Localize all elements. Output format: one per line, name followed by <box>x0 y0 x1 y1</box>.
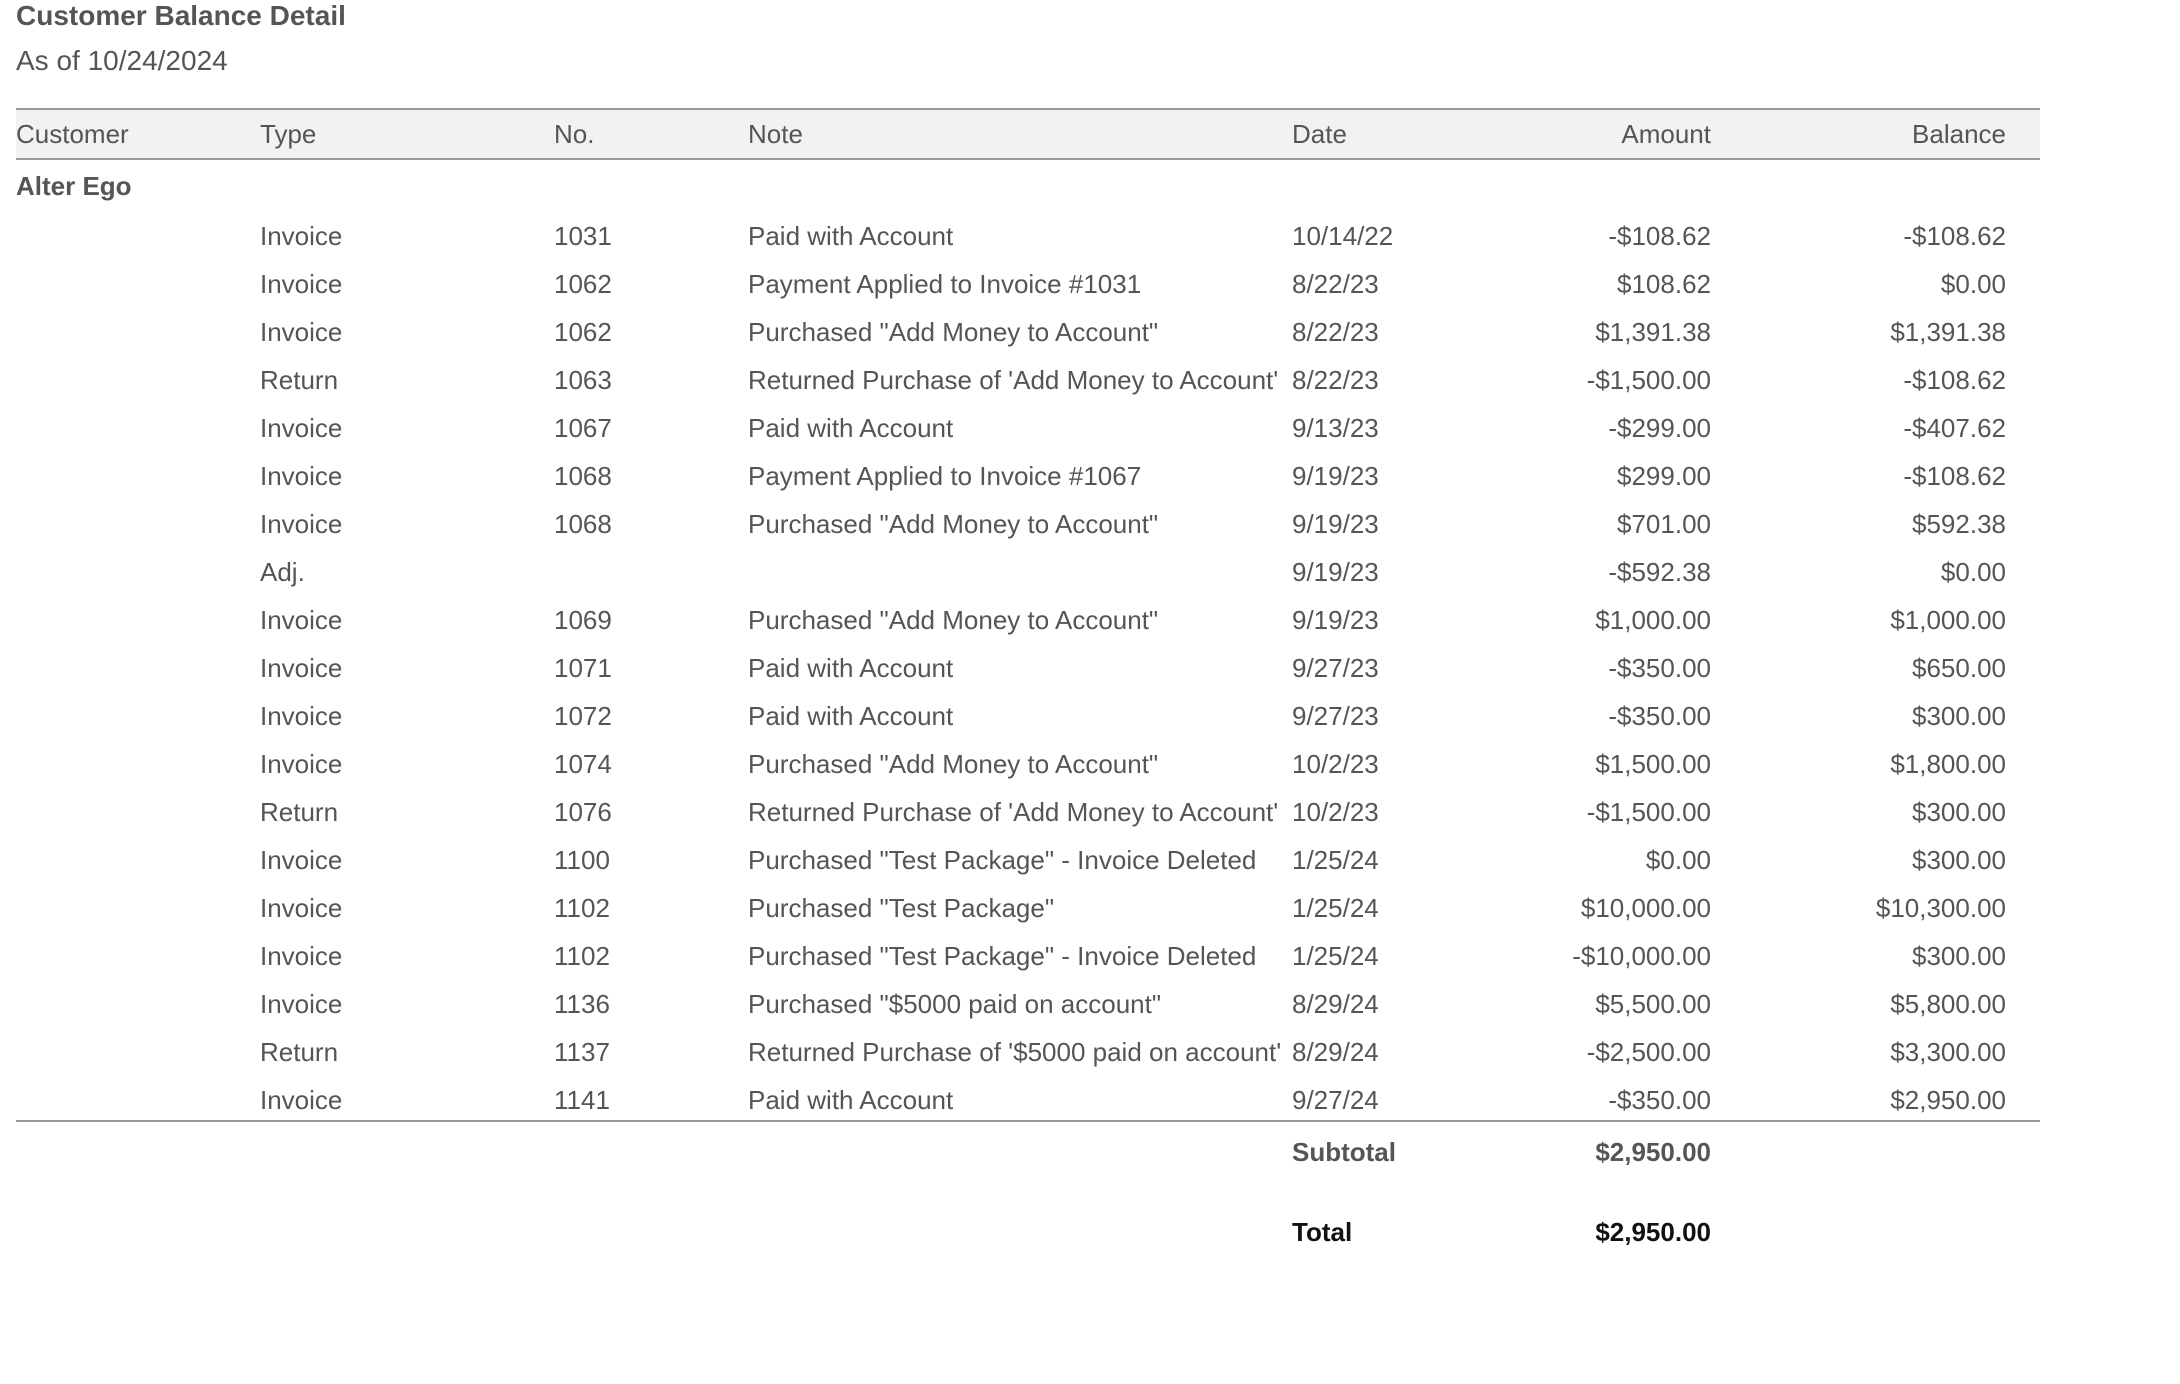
cell-note: Returned Purchase of '$5000 paid on account' <box>748 1037 1282 1067</box>
cell-no <box>554 544 748 592</box>
cell-type: Invoice <box>260 845 343 875</box>
cell-type: Return <box>260 797 339 827</box>
cell-customer <box>16 1072 260 1121</box>
cell-amount: -$299.00 <box>1608 413 1711 443</box>
cell-balance: -$108.62 <box>1903 365 2006 395</box>
cell-amount: -$1,500.00 <box>1586 365 1711 395</box>
cell-note: Purchased "Test Package" - Invoice Deleted <box>748 845 1257 875</box>
column-header-balance: Balance <box>1711 109 2006 159</box>
table-row <box>16 496 2040 544</box>
cell-balance: $3,300.00 <box>1890 1037 2006 1067</box>
cell-customer <box>16 928 260 976</box>
cell-balance: $592.38 <box>1912 509 2006 539</box>
cell-type: Invoice <box>260 221 343 251</box>
cell-type: Invoice <box>260 509 343 539</box>
cell-no: 1102 <box>554 941 610 971</box>
cell-note: Paid with Account <box>748 1072 1292 1121</box>
cell-balance: $0.00 <box>1940 269 2006 299</box>
cell-note: Purchased "Test Package" <box>748 893 1055 923</box>
cell-note: Paid with Account <box>748 701 954 731</box>
cell-customer <box>16 736 260 784</box>
cell-no: 1068 <box>554 509 612 539</box>
cell-note: Purchased "Add Money to Account" <box>748 509 1159 539</box>
cell-date: 10/14/22 <box>1292 221 1394 251</box>
cell-customer <box>16 496 260 544</box>
cell-customer <box>16 448 260 496</box>
cell-date: 1/25/24 <box>1292 845 1379 875</box>
cell-customer <box>16 256 260 304</box>
cell-amount: $10,000.00 <box>1580 893 1711 923</box>
cell-balance: $300.00 <box>1912 941 2006 971</box>
cell-amount: $1,500.00 <box>1595 749 1711 779</box>
cell-type: Invoice <box>260 605 343 635</box>
cell-spacer <box>2006 928 2040 976</box>
cell-spacer <box>2006 688 2040 736</box>
table-row <box>16 880 2040 928</box>
cell-customer <box>16 544 260 592</box>
cell-type: Return <box>260 1037 339 1067</box>
table-row <box>16 400 2040 448</box>
cell-balance: $1,000.00 <box>1890 605 2006 635</box>
cell-note: Purchased "Add Money to Account" <box>748 605 1159 635</box>
column-header-amount: Amount <box>1536 109 1711 159</box>
cell-date: 8/29/24 <box>1292 1037 1379 1067</box>
cell-customer <box>16 304 260 352</box>
cell-note: Purchased "$5000 paid on account" <box>748 989 1162 1019</box>
cell-spacer <box>2006 496 2040 544</box>
table-row <box>16 352 2040 400</box>
column-header-customer: Customer <box>16 109 260 159</box>
cell-spacer <box>2006 400 2040 448</box>
customer-name: Alter Ego <box>16 171 132 201</box>
cell-customer <box>16 688 260 736</box>
cell-date: 9/27/24 <box>1292 1072 1536 1121</box>
cell-date: 1/25/24 <box>1292 893 1379 923</box>
cell-note: Returned Purchase of 'Add Money to Account' <box>748 797 1279 827</box>
cell-spacer <box>2006 880 2040 928</box>
cell-no: 1069 <box>554 605 612 635</box>
cell-spacer <box>2006 256 2040 304</box>
cell-spacer <box>2006 832 2040 880</box>
cell-balance: $5,800.00 <box>1890 989 2006 1019</box>
cell-balance: $1,800.00 <box>1890 749 2006 779</box>
balance-table <box>16 108 2040 1252</box>
cell-no: 1063 <box>554 365 612 395</box>
cell-spacer <box>2006 784 2040 832</box>
total-amount: $2,950.00 <box>1595 1217 1711 1247</box>
cell-date: 8/22/23 <box>1292 365 1379 395</box>
cell-customer <box>16 400 260 448</box>
cell-type: Invoice <box>260 749 343 779</box>
cell-type: Invoice <box>260 1072 554 1121</box>
cell-spacer <box>2006 208 2040 256</box>
cell-amount: $108.62 <box>1617 269 1711 299</box>
total-row <box>16 1196 2040 1252</box>
cell-no: 1100 <box>554 845 610 875</box>
cell-amount: $701.00 <box>1617 509 1711 539</box>
cell-customer <box>16 208 260 256</box>
cell-amount: -$350.00 <box>1536 1072 1711 1121</box>
cell-customer <box>16 640 260 688</box>
cell-customer <box>16 832 260 880</box>
cell-type: Return <box>260 365 339 395</box>
cell-balance: -$407.62 <box>1903 413 2006 443</box>
cell-type: Invoice <box>260 269 343 299</box>
table-row <box>16 928 2040 976</box>
cell-balance: $2,950.00 <box>1711 1072 2006 1121</box>
table-row <box>16 208 2040 256</box>
cell-date: 8/22/23 <box>1292 269 1379 299</box>
cell-balance: $1,391.38 <box>1890 317 2006 347</box>
report-date: As of 10/24/2024 <box>16 45 228 76</box>
table-row <box>16 688 2040 736</box>
cell-amount: -$2,500.00 <box>1586 1037 1711 1067</box>
cell-no: 1072 <box>554 701 612 731</box>
cell-no: 1062 <box>554 317 612 347</box>
cell-spacer <box>2006 736 2040 784</box>
cell-balance: $10,300.00 <box>1875 893 2006 923</box>
cell-no: 1031 <box>554 221 612 251</box>
column-header-no: No. <box>554 109 748 159</box>
cell-date: 9/13/23 <box>1292 413 1379 443</box>
cell-amount: $299.00 <box>1617 461 1711 491</box>
cell-amount: -$108.62 <box>1608 221 1711 251</box>
cell-balance: $650.00 <box>1912 653 2006 683</box>
table-row <box>16 448 2040 496</box>
cell-type: Invoice <box>260 461 343 491</box>
cell-spacer <box>2006 976 2040 1024</box>
cell-spacer <box>2006 304 2040 352</box>
cell-amount: -$350.00 <box>1608 653 1711 683</box>
cell-type: Invoice <box>260 941 343 971</box>
cell-date: 8/29/24 <box>1292 989 1379 1019</box>
cell-spacer <box>2006 352 2040 400</box>
cell-type: Adj. <box>260 557 305 587</box>
table-header-row <box>16 109 2040 159</box>
cell-date: 9/19/23 <box>1292 461 1379 491</box>
cell-customer <box>16 592 260 640</box>
cell-customer <box>16 784 260 832</box>
cell-date: 1/25/24 <box>1292 941 1379 971</box>
column-header-spacer <box>2006 109 2040 159</box>
table-row <box>16 736 2040 784</box>
cell-balance: -$108.62 <box>1903 221 2006 251</box>
cell-date: 8/22/23 <box>1292 317 1379 347</box>
cell-customer <box>16 1024 260 1072</box>
subtotal-label: Subtotal <box>1292 1137 1396 1167</box>
cell-no: 1076 <box>554 797 612 827</box>
cell-no: 1137 <box>554 1037 610 1067</box>
cell-date: 9/19/23 <box>1292 509 1379 539</box>
cell-type: Invoice <box>260 701 343 731</box>
cell-no: 1062 <box>554 269 612 299</box>
cell-spacer <box>2006 1024 2040 1072</box>
cell-spacer <box>2006 1072 2040 1121</box>
cell-date: 9/27/23 <box>1292 653 1379 683</box>
cell-amount: $5,500.00 <box>1595 989 1711 1019</box>
column-header-note: Note <box>748 109 1292 159</box>
table-row <box>16 1072 2040 1121</box>
table-row <box>16 784 2040 832</box>
cell-no: 1071 <box>554 653 612 683</box>
cell-spacer <box>2006 640 2040 688</box>
column-header-date: Date <box>1292 109 1536 159</box>
cell-note: Payment Applied to Invoice #1031 <box>748 269 1142 299</box>
cell-type: Invoice <box>260 413 343 443</box>
customer-group-row <box>16 159 2040 208</box>
cell-spacer <box>2006 592 2040 640</box>
cell-no: 1102 <box>554 893 610 923</box>
cell-note: Purchased "Add Money to Account" <box>748 317 1159 347</box>
report-title: Customer Balance Detail <box>16 0 346 31</box>
cell-type: Invoice <box>260 893 343 923</box>
cell-amount: $1,000.00 <box>1595 605 1711 635</box>
cell-customer <box>16 352 260 400</box>
cell-amount: -$1,500.00 <box>1586 797 1711 827</box>
table-row <box>16 976 2040 1024</box>
cell-note <box>748 544 1292 592</box>
cell-amount: $1,391.38 <box>1595 317 1711 347</box>
cell-note: Payment Applied to Invoice #1067 <box>748 461 1142 491</box>
cell-note: Returned Purchase of 'Add Money to Account' <box>748 365 1279 395</box>
cell-note: Paid with Account <box>748 221 954 251</box>
subtotal-row <box>16 1121 2040 1196</box>
cell-date: 10/2/23 <box>1292 749 1379 779</box>
cell-no: 1068 <box>554 461 612 491</box>
table-row <box>16 304 2040 352</box>
cell-date: 9/19/23 <box>1292 605 1379 635</box>
table-row <box>16 544 2040 592</box>
column-header-type: Type <box>260 109 554 159</box>
cell-no: 1136 <box>554 989 610 1019</box>
table-row <box>16 1024 2040 1072</box>
cell-note: Purchased "Add Money to Account" <box>748 749 1159 779</box>
table-row <box>16 592 2040 640</box>
cell-no: 1067 <box>554 413 612 443</box>
cell-note: Paid with Account <box>748 653 954 683</box>
cell-type: Invoice <box>260 989 343 1019</box>
cell-date: 9/27/23 <box>1292 701 1379 731</box>
cell-date: 9/19/23 <box>1292 557 1379 587</box>
cell-balance: $300.00 <box>1912 797 2006 827</box>
cell-spacer <box>2006 448 2040 496</box>
cell-note: Paid with Account <box>748 413 954 443</box>
table-row <box>16 640 2040 688</box>
cell-spacer <box>2006 544 2040 592</box>
cell-note: Purchased "Test Package" - Invoice Deleted <box>748 941 1257 971</box>
table-row <box>16 256 2040 304</box>
total-label: Total <box>1292 1217 1353 1247</box>
cell-balance: -$108.62 <box>1903 461 2006 491</box>
cell-no: 1074 <box>554 749 612 779</box>
cell-customer <box>16 880 260 928</box>
cell-type: Invoice <box>260 317 343 347</box>
cell-amount: -$10,000.00 <box>1572 941 1711 971</box>
cell-amount: $0.00 <box>1645 845 1711 875</box>
cell-balance: $300.00 <box>1912 845 2006 875</box>
cell-no: 1141 <box>554 1072 748 1121</box>
cell-balance: $0.00 <box>1940 557 2006 587</box>
cell-amount: -$350.00 <box>1608 701 1711 731</box>
cell-balance: $300.00 <box>1912 701 2006 731</box>
cell-date: 10/2/23 <box>1292 797 1379 827</box>
cell-amount: -$592.38 <box>1608 557 1711 587</box>
table-row <box>16 832 2040 880</box>
cell-customer <box>16 976 260 1024</box>
cell-type: Invoice <box>260 653 343 683</box>
subtotal-amount: $2,950.00 <box>1595 1137 1711 1167</box>
